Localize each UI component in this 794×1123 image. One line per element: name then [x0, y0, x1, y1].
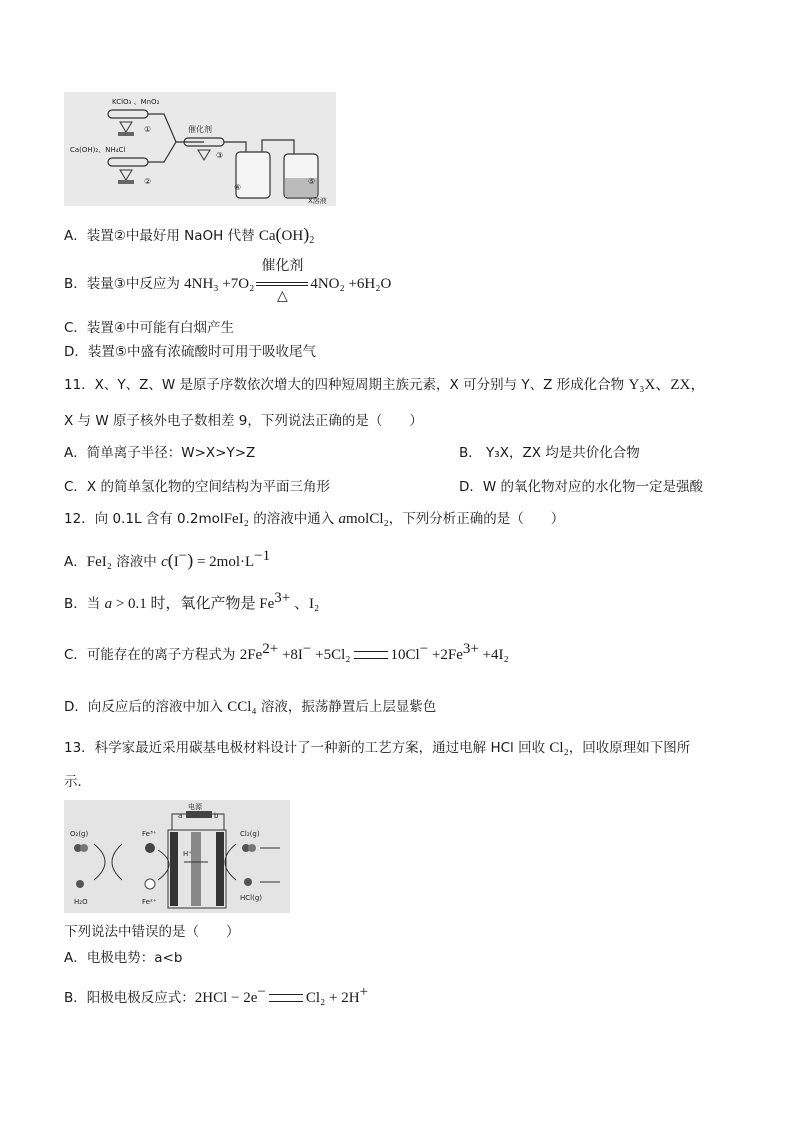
- fe2-label: Fe²⁺: [142, 898, 157, 906]
- cl2-label: Cl₂(g): [240, 830, 260, 838]
- fe3-ion: [145, 843, 155, 853]
- q10-a-text: A．装置②中最好用 NaOH 代替: [64, 228, 259, 244]
- membrane: [191, 832, 201, 906]
- q12-stem: 12．向 0.1L 含有 0.2molFeI₂ 的溶液中通入 amolCl₂，下列分析正确的是（ ）: [64, 511, 565, 527]
- q13-option-a: A．电极电势：a<b: [64, 950, 183, 966]
- fe-arrow-left: [112, 844, 122, 880]
- label-2: ②: [144, 177, 152, 186]
- electrode-b-label: b: [214, 812, 219, 820]
- q11-option-c: C．X 的简单氢化物的空间结构为平面三角形: [64, 479, 330, 495]
- label-5: ⑤: [308, 177, 316, 186]
- q10-a-formula: $Ca(OH)_2$: [258, 224, 315, 246]
- label-1: ①: [144, 125, 152, 134]
- q12-option-c: C．可能存在的离子方程式为 $2Fe^{2+} +8I^- +5Cl_2$ $10Cl^- +2Fe^{3+} +4I_2$: [64, 641, 509, 663]
- hcl-molecule: [244, 878, 252, 886]
- q11-option-d: D．W 的氧化物对应的水化物一定是强酸: [459, 479, 704, 495]
- q10-option-b: [64, 258, 392, 304]
- reaction-condition-arrow: [256, 258, 308, 304]
- electrolysis-diagram: [64, 800, 290, 913]
- power-source: [186, 811, 212, 818]
- electrode-a-label: a: [178, 812, 183, 820]
- q10-option-d: D．装置⑤中盛有浓硫酸时可用于吸收尾气: [64, 344, 316, 360]
- hcl-label: HCl(g): [240, 894, 263, 902]
- electrode-left: [170, 832, 178, 906]
- o2-molecule-2: [80, 844, 88, 852]
- hcl-arrow: [225, 844, 236, 880]
- q10-b-text: B．装量③中反应为: [64, 276, 185, 292]
- fe3-label: Fe³⁺: [142, 830, 157, 838]
- condition-heat: △: [276, 288, 288, 304]
- q11-options-row1: [64, 443, 640, 463]
- q11-options-row2: [64, 477, 704, 497]
- h2o-label: H₂O: [74, 898, 88, 906]
- burner-1: [120, 122, 132, 132]
- burner-base-1: [118, 132, 134, 136]
- q13-stem-line2: 示．: [64, 774, 91, 790]
- q13-option-b: B．阳极电极反应式：2HCl − 2e− Cl₂ + 2H+: [64, 984, 369, 1006]
- electrolysis-figure: [64, 800, 290, 913]
- burner-2: [120, 170, 132, 180]
- equals-sign-2: [269, 994, 303, 1002]
- q11-option-a: A．简单离子半径：W>X>Y>Z: [64, 445, 256, 461]
- reagent-bottom-label: Ca(OH)₂、NH₄Cl: [70, 146, 126, 154]
- electrode-right: [216, 832, 224, 906]
- fe-arrow-right: [158, 850, 169, 880]
- catalyst-label: 催化剂: [188, 125, 212, 134]
- test-tube-1: [108, 110, 148, 118]
- q13-stem-line1: 13．科学家最近采用碳基电极材料设计了一种新的工艺方案，通过电解 HCl 回收 Cl₂，回收原理如下图所: [64, 740, 691, 756]
- label-4: ④: [234, 183, 242, 192]
- q10-b-lhs: 4NH₃ +7O₂: [184, 276, 255, 292]
- label-3: ③: [216, 151, 224, 160]
- burner-3: [198, 150, 210, 160]
- test-tube-2: [108, 158, 148, 166]
- q12-option-a: A．FeI₂ 溶液中 $c(I^-) = 2mol\cdot L^{-1}$: [64, 548, 271, 570]
- apparatus-figure: [64, 92, 336, 206]
- o2-label: O₂(g): [70, 830, 89, 838]
- apparatus-diagram: [64, 92, 336, 206]
- burner-base-2: [118, 180, 134, 184]
- pipe-to-bottle-4: [224, 142, 246, 152]
- q11-option-b: B． Y₃X，ZX 均是共价化合物: [459, 445, 640, 461]
- q12-option-d: D．向反应后的溶液中加入 CCl₄ 溶液，振荡静置后上层显紫色: [64, 699, 437, 715]
- q11-stem-line2: X 与 W 原子核外电子数相差 9，下列说法正确的是（ ）: [64, 413, 423, 429]
- q12-option-b: B．当 a > 0.1 时，氧化产物是 $Fe^{3+}$ 、I₂: [64, 590, 320, 612]
- condition-catalyst: 催化剂: [261, 258, 304, 274]
- h2o-molecule: [76, 880, 84, 888]
- cl2-molecule-2: [248, 844, 256, 852]
- q10-option-a: [64, 224, 314, 246]
- fe2-ion: [145, 879, 155, 889]
- power-label: 电源: [188, 803, 202, 811]
- q13-question: 下列说法中错误的是（ ）: [64, 924, 240, 940]
- q10-b-rhs: 4NO₂ +6H₂O: [310, 276, 392, 292]
- liquid-label: X溶液: [308, 197, 327, 205]
- o2-arrow: [94, 844, 105, 880]
- hplus-label: H⁺: [183, 850, 192, 858]
- equals-sign: [354, 651, 388, 659]
- q11-stem-line1: 11．X、Y、Z、W 是原子序数依次增大的四种短周期主族元素，X 可分别与 Y、Z 形成化合物 Y₃X、ZX，: [64, 377, 706, 393]
- reagent-top-label: KClO₃ 、MnO₂: [112, 98, 160, 106]
- q10-option-c: C．装置④中可能有白烟产生: [64, 320, 235, 336]
